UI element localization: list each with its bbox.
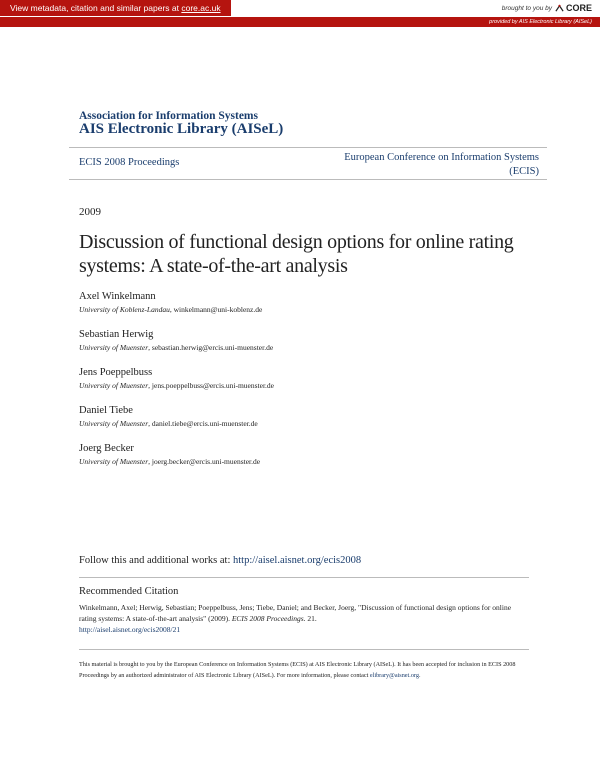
proceedings-link[interactable]: ECIS 2008 Proceedings: [79, 157, 180, 168]
divider-disclaimer: [79, 649, 529, 650]
author-affiliation: [79, 342, 549, 353]
author-name: Axel Winkelmann: [79, 291, 156, 302]
author-email: , winkelmann@uni-koblenz.de: [169, 305, 263, 314]
core-link-domain[interactable]: core.ac.uk: [181, 3, 221, 13]
citation-heading: Recommended Citation: [79, 586, 179, 597]
citation-journal: ECIS 2008 Proceedings: [231, 614, 304, 623]
author-affiliation: [79, 304, 549, 315]
author-list: [79, 290, 549, 480]
citation-body: [79, 602, 529, 635]
paper-year: 2009: [79, 206, 101, 218]
author-name: Daniel Tiebe: [79, 405, 133, 416]
author-email: , daniel.tiebe@ercis.uni-muenster.de: [148, 419, 258, 428]
divider-top: [69, 147, 547, 148]
core-swirl-icon: [555, 4, 564, 13]
author-entry: [79, 442, 549, 467]
association-name[interactable]: Association for Information Systems: [79, 110, 258, 122]
author-affiliation: [79, 380, 549, 391]
divider-bottom: [69, 179, 547, 180]
author-entry: [79, 290, 549, 315]
conference-name: European Conference on Information Systems: [344, 152, 539, 163]
author-name: Joerg Becker: [79, 443, 134, 454]
core-logo[interactable]: [555, 3, 592, 13]
citation-end: . 21.: [303, 614, 317, 623]
affiliation-name: University of Koblenz-Landau: [79, 305, 170, 314]
disclaimer-text: This material is brought to you by the European Conference on Information Systems (ECIS) at AIS Electronic Library (AISeL). It has been accepted for inclusion in ECIS 2008 Proceedings by an authorized administrator of AIS Electronic Library (AISeL). For more information, please contact: [79, 661, 516, 679]
disclaimer-end: .: [418, 672, 421, 679]
contact-email-link[interactable]: elibrary@aisnet.org: [369, 672, 419, 679]
author-affiliation: [79, 456, 549, 467]
divider-citation: [79, 577, 529, 578]
brought-to-you-label: brought to you by: [501, 4, 552, 12]
follow-link[interactable]: http://aisel.aisnet.org/ecis2008: [233, 555, 362, 566]
conference-abbrev: (ECIS): [509, 166, 539, 177]
citation-link[interactable]: http://aisel.aisnet.org/ecis2008/21: [79, 625, 181, 634]
affiliation-name: University of Muenster: [79, 457, 149, 466]
author-email: , jens.poeppelbuss@ercis.uni-muenster.de: [148, 381, 274, 390]
core-link-prefix: View metadata, citation and similar papers at: [10, 3, 182, 13]
author-name: Sebastian Herwig: [79, 329, 154, 340]
author-entry: [79, 366, 549, 391]
author-entry: [79, 404, 549, 429]
core-metadata-link[interactable]: [0, 0, 231, 16]
provided-by-bar: provided by AIS Electronic Library (AISeL): [0, 17, 600, 27]
author-name: Jens Poeppelbuss: [79, 367, 153, 378]
disclaimer: [79, 659, 529, 681]
core-banner: [0, 0, 600, 29]
paper-title: Discussion of functional design options for online rating systems: A state-of-the-art analysis: [79, 231, 514, 277]
follow-text: Follow this and additional works at:: [79, 555, 233, 566]
affiliation-name: University of Muenster: [79, 419, 149, 428]
author-email: , sebastian.herwig@ercis.uni-muenster.de: [148, 343, 274, 352]
affiliation-name: University of Muenster: [79, 343, 149, 352]
citation-text: Winkelmann, Axel; Herwig, Sebastian; Poeppelbuss, Jens; Tiebe, Daniel; and Becker, Joerg, "Discussion of functional design options for online rating systems: A state-of-the-art analysis" (2009).: [79, 603, 512, 623]
author-email: , joerg.becker@ercis.uni-muenster.de: [148, 457, 261, 466]
library-name[interactable]: AIS Electronic Library (AISeL): [79, 121, 284, 137]
follow-line: [79, 555, 361, 566]
conference-link[interactable]: [309, 151, 539, 179]
author-entry: [79, 328, 549, 353]
brought-to-you: [502, 3, 592, 13]
core-logo-text: CORE: [565, 3, 592, 13]
affiliation-name: University of Muenster: [79, 381, 149, 390]
author-affiliation: [79, 418, 549, 429]
